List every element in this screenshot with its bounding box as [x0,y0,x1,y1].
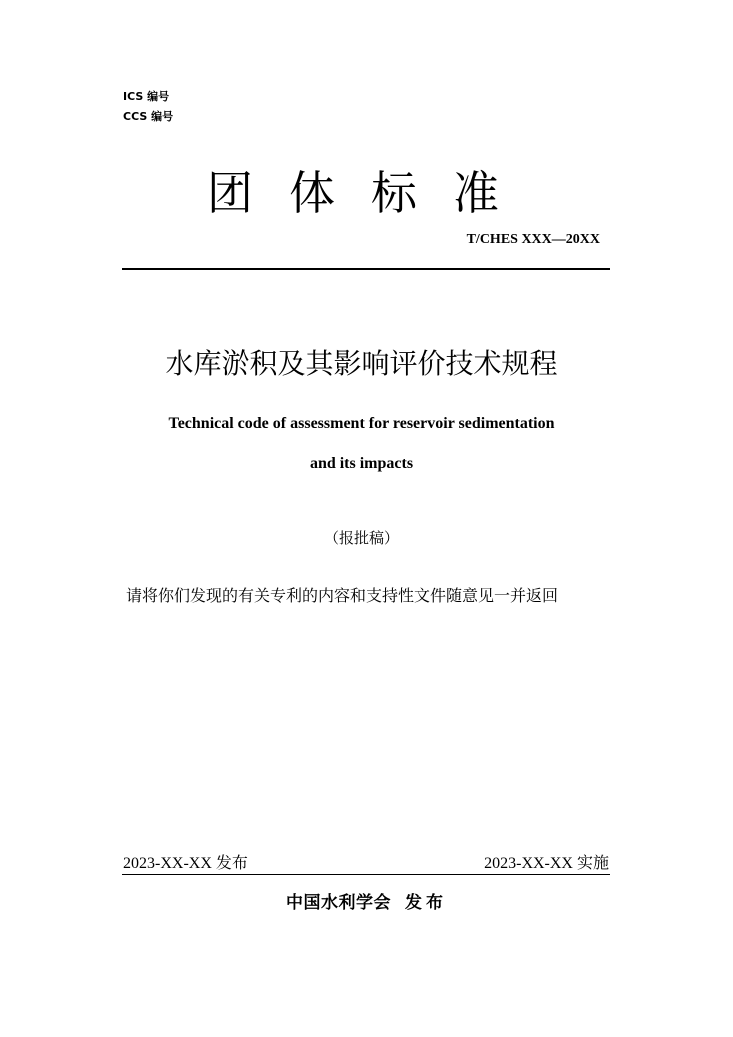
implementation-date: 2023-XX-XX 实施 [484,855,609,872]
ccs-number: CCS 编号 [123,110,174,123]
title-chinese: 水库淤积及其影响评价技术规程 [165,347,558,380]
draft-status-label: （报批稿） [323,529,399,547]
title-english-line-2: and its impacts [309,455,414,472]
header-divider [122,268,610,270]
release-date: 2023-XX-XX 发布 [123,855,248,872]
title-english-line-1: Technical code of assessment for reservoir sedimentation [168,415,555,432]
publisher-action: 发布 [405,893,447,913]
standard-type-heading: 团体标准 [207,166,535,220]
footer-divider [122,874,610,875]
publisher-organization: 中国水利学会 [286,893,391,913]
standard-number: T/CHES XXX—20XX [466,232,600,247]
patent-notice: 请将你们发现的有关专利的内容和支持性文件随意见一并返回 [126,586,559,605]
ics-number: ICS 编号 [123,90,170,103]
publisher-line [0,891,733,915]
